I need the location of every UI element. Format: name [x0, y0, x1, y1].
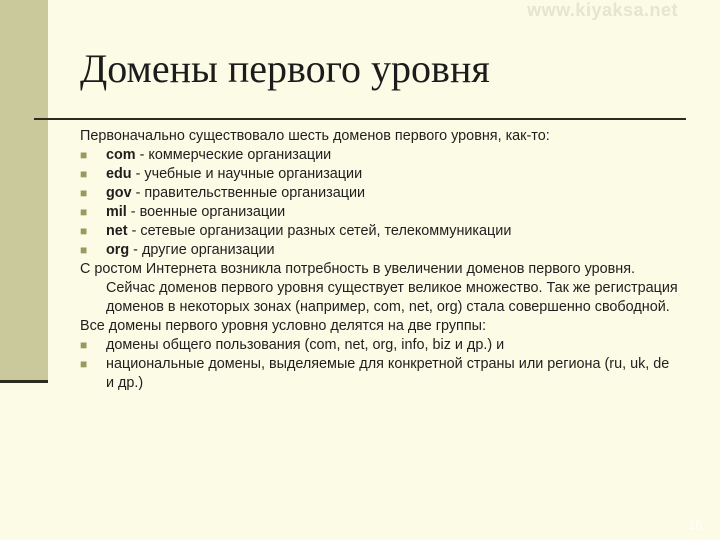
watermark-text: www.kiyaksa.net [527, 0, 678, 20]
bullet-icon [80, 146, 106, 165]
groups-intro: Все домены первого уровня условно делятся на две группы: [80, 318, 486, 334]
list-item-mil [80, 203, 680, 222]
domain-code: gov [106, 185, 132, 201]
bullet-icon [80, 355, 106, 374]
page-number: 16 [688, 518, 702, 532]
domain-code: mil [106, 204, 127, 220]
domain-code: org [106, 242, 130, 258]
list-item-edu [80, 165, 680, 184]
sidebar-underline [0, 380, 48, 383]
list-item-net [80, 222, 680, 241]
slide-body [80, 127, 680, 393]
slide-title: Домены первого уровня [80, 46, 490, 91]
group-text: домены общего пользования (com, net, org, info, biz и др.) и [106, 337, 505, 353]
domain-description: - военные организации [126, 204, 286, 220]
title-divider [34, 118, 686, 120]
bullet-icon [80, 222, 106, 241]
domain-description: - коммерческие организации [135, 147, 332, 163]
domain-description: - сетевые организации разных сетей, телекоммуникации [127, 223, 512, 239]
sidebar-band [0, 0, 48, 382]
bullet-icon [80, 241, 106, 260]
intro-text: Первоначально существовало шесть доменов первого уровня, как-то: [80, 128, 550, 144]
list-item-national-domains [80, 355, 680, 393]
domain-code: edu [106, 166, 132, 182]
list-item-general-domains [80, 336, 680, 355]
bullet-icon [80, 165, 106, 184]
group-text: национальные домены, выделяемые для конкретной страны или региона (ru, uk, de и др.) [106, 356, 670, 391]
domain-description: - учебные и научные организации [131, 166, 363, 182]
domain-code: com [106, 147, 136, 163]
growth-paragraph: С ростом Интернета возникла потребность в увеличении доменов первого уровня. Сейчас доменов первого уровня существует великое множество. Так же регистрация доменов в некоторых зонах (например, com, net, org) стала совершенно свободной. [80, 261, 678, 315]
domain-description: - другие организации [129, 242, 275, 258]
bullet-icon [80, 336, 106, 355]
domain-code: net [106, 223, 128, 239]
bullet-icon [80, 184, 106, 203]
list-item-org [80, 241, 680, 260]
domain-description: - правительственные организации [131, 185, 366, 201]
list-item-gov [80, 184, 680, 203]
bullet-icon [80, 203, 106, 222]
list-item-com [80, 146, 680, 165]
